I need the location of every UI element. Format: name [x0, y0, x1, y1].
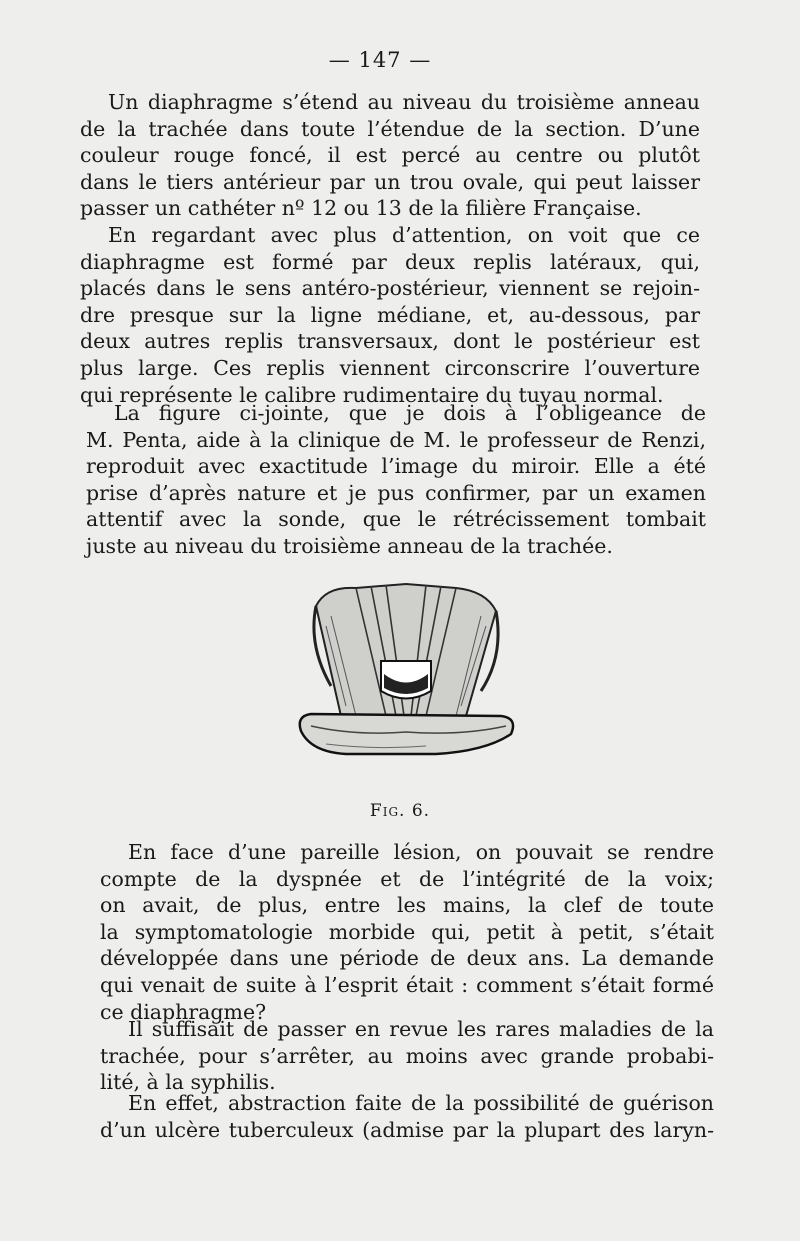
text-line: de la trachée dans toute l’étendue de la section. D’une	[80, 116, 700, 141]
paragraph-5	[100, 1016, 714, 1096]
text-line: Un diaphragme s’étend au niveau du troisième anneau	[108, 90, 700, 114]
text-line: juste au niveau du troisième anneau de la trachée.	[86, 533, 613, 558]
text-line: compte de la dyspnée et de l’intégrité de la voix;	[100, 866, 714, 891]
text-line: la symptomatologie morbide qui, petit à petit, s’était	[100, 919, 714, 944]
text-line: M. Penta, aide à la clinique de M. le professeur de Renzi,	[86, 427, 706, 452]
text-line: diaphragme est formé par deux replis latéraux, qui,	[80, 249, 700, 274]
text-line: passer un cathéter nº 12 ou 13 de la filière Française.	[80, 196, 642, 221]
paragraph-3	[86, 400, 706, 560]
text-line: qui venait de suite à l’esprit était : comment s’était formé	[100, 972, 714, 997]
text-line: deux autres replis transversaux, dont le postérieur est	[80, 329, 700, 354]
text-line: En face d’une pareille lésion, on pouvait se rendre	[128, 840, 714, 864]
paragraph-6	[100, 1090, 714, 1143]
trachea-drawing	[286, 566, 526, 786]
text-line: couleur rouge foncé, il est percé au centre ou plutôt	[80, 143, 700, 168]
text-line: dans le tiers antérieur par un trou ovale, qui peut laisser	[80, 169, 700, 194]
text-line: En regardant avec plus d’attention, on voit que ce	[108, 223, 700, 247]
text-line: on avait, de plus, entre les mains, la clef de toute	[100, 893, 714, 918]
text-line: En effet, abstraction faite de la possibilité de guérison	[128, 1091, 714, 1115]
text-line: d’un ulcère tuberculeux (admise par la plupart des laryn-	[100, 1117, 714, 1142]
text-line: trachée, pour s’arrêter, au moins avec grande probabi-	[100, 1043, 714, 1068]
text-line: reproduit avec exactitude l’image du miroir. Elle a été	[86, 454, 706, 479]
text-line: plus large. Ces replis viennent circonscrire l’ouverture	[80, 355, 700, 380]
paragraph-2	[80, 222, 700, 408]
text-line: Il suffisait de passer en revue les rares maladies de la	[128, 1017, 714, 1041]
trachea-illustration	[286, 566, 526, 786]
paragraph-1	[80, 89, 700, 222]
figure-caption: Fig. 6.	[369, 801, 431, 821]
text-line: attentif avec la sonde, que le rétrécissement tombait	[86, 507, 706, 532]
page-number: — 147 —	[328, 48, 432, 72]
text-line: placés dans le sens antéro-postérieur, viennent se rejoin-	[80, 276, 700, 301]
text-line: ce diaphragme?	[100, 999, 267, 1024]
text-line: développée dans une période de deux ans. La demande	[100, 946, 714, 971]
text-line: dre presque sur la ligne médiane, et, au-dessous, par	[80, 302, 700, 327]
text-line: lité, à la syphilis.	[100, 1070, 276, 1095]
paragraph-4	[100, 839, 714, 1025]
text-line: La figure ci-jointe, que je dois à l’obligeance de	[114, 401, 706, 425]
text-line: prise d’après nature et je pus confirmer, par un examen	[86, 480, 706, 505]
text-line: qui représente le calibre rudimentaire du tuyau normal.	[80, 382, 664, 407]
